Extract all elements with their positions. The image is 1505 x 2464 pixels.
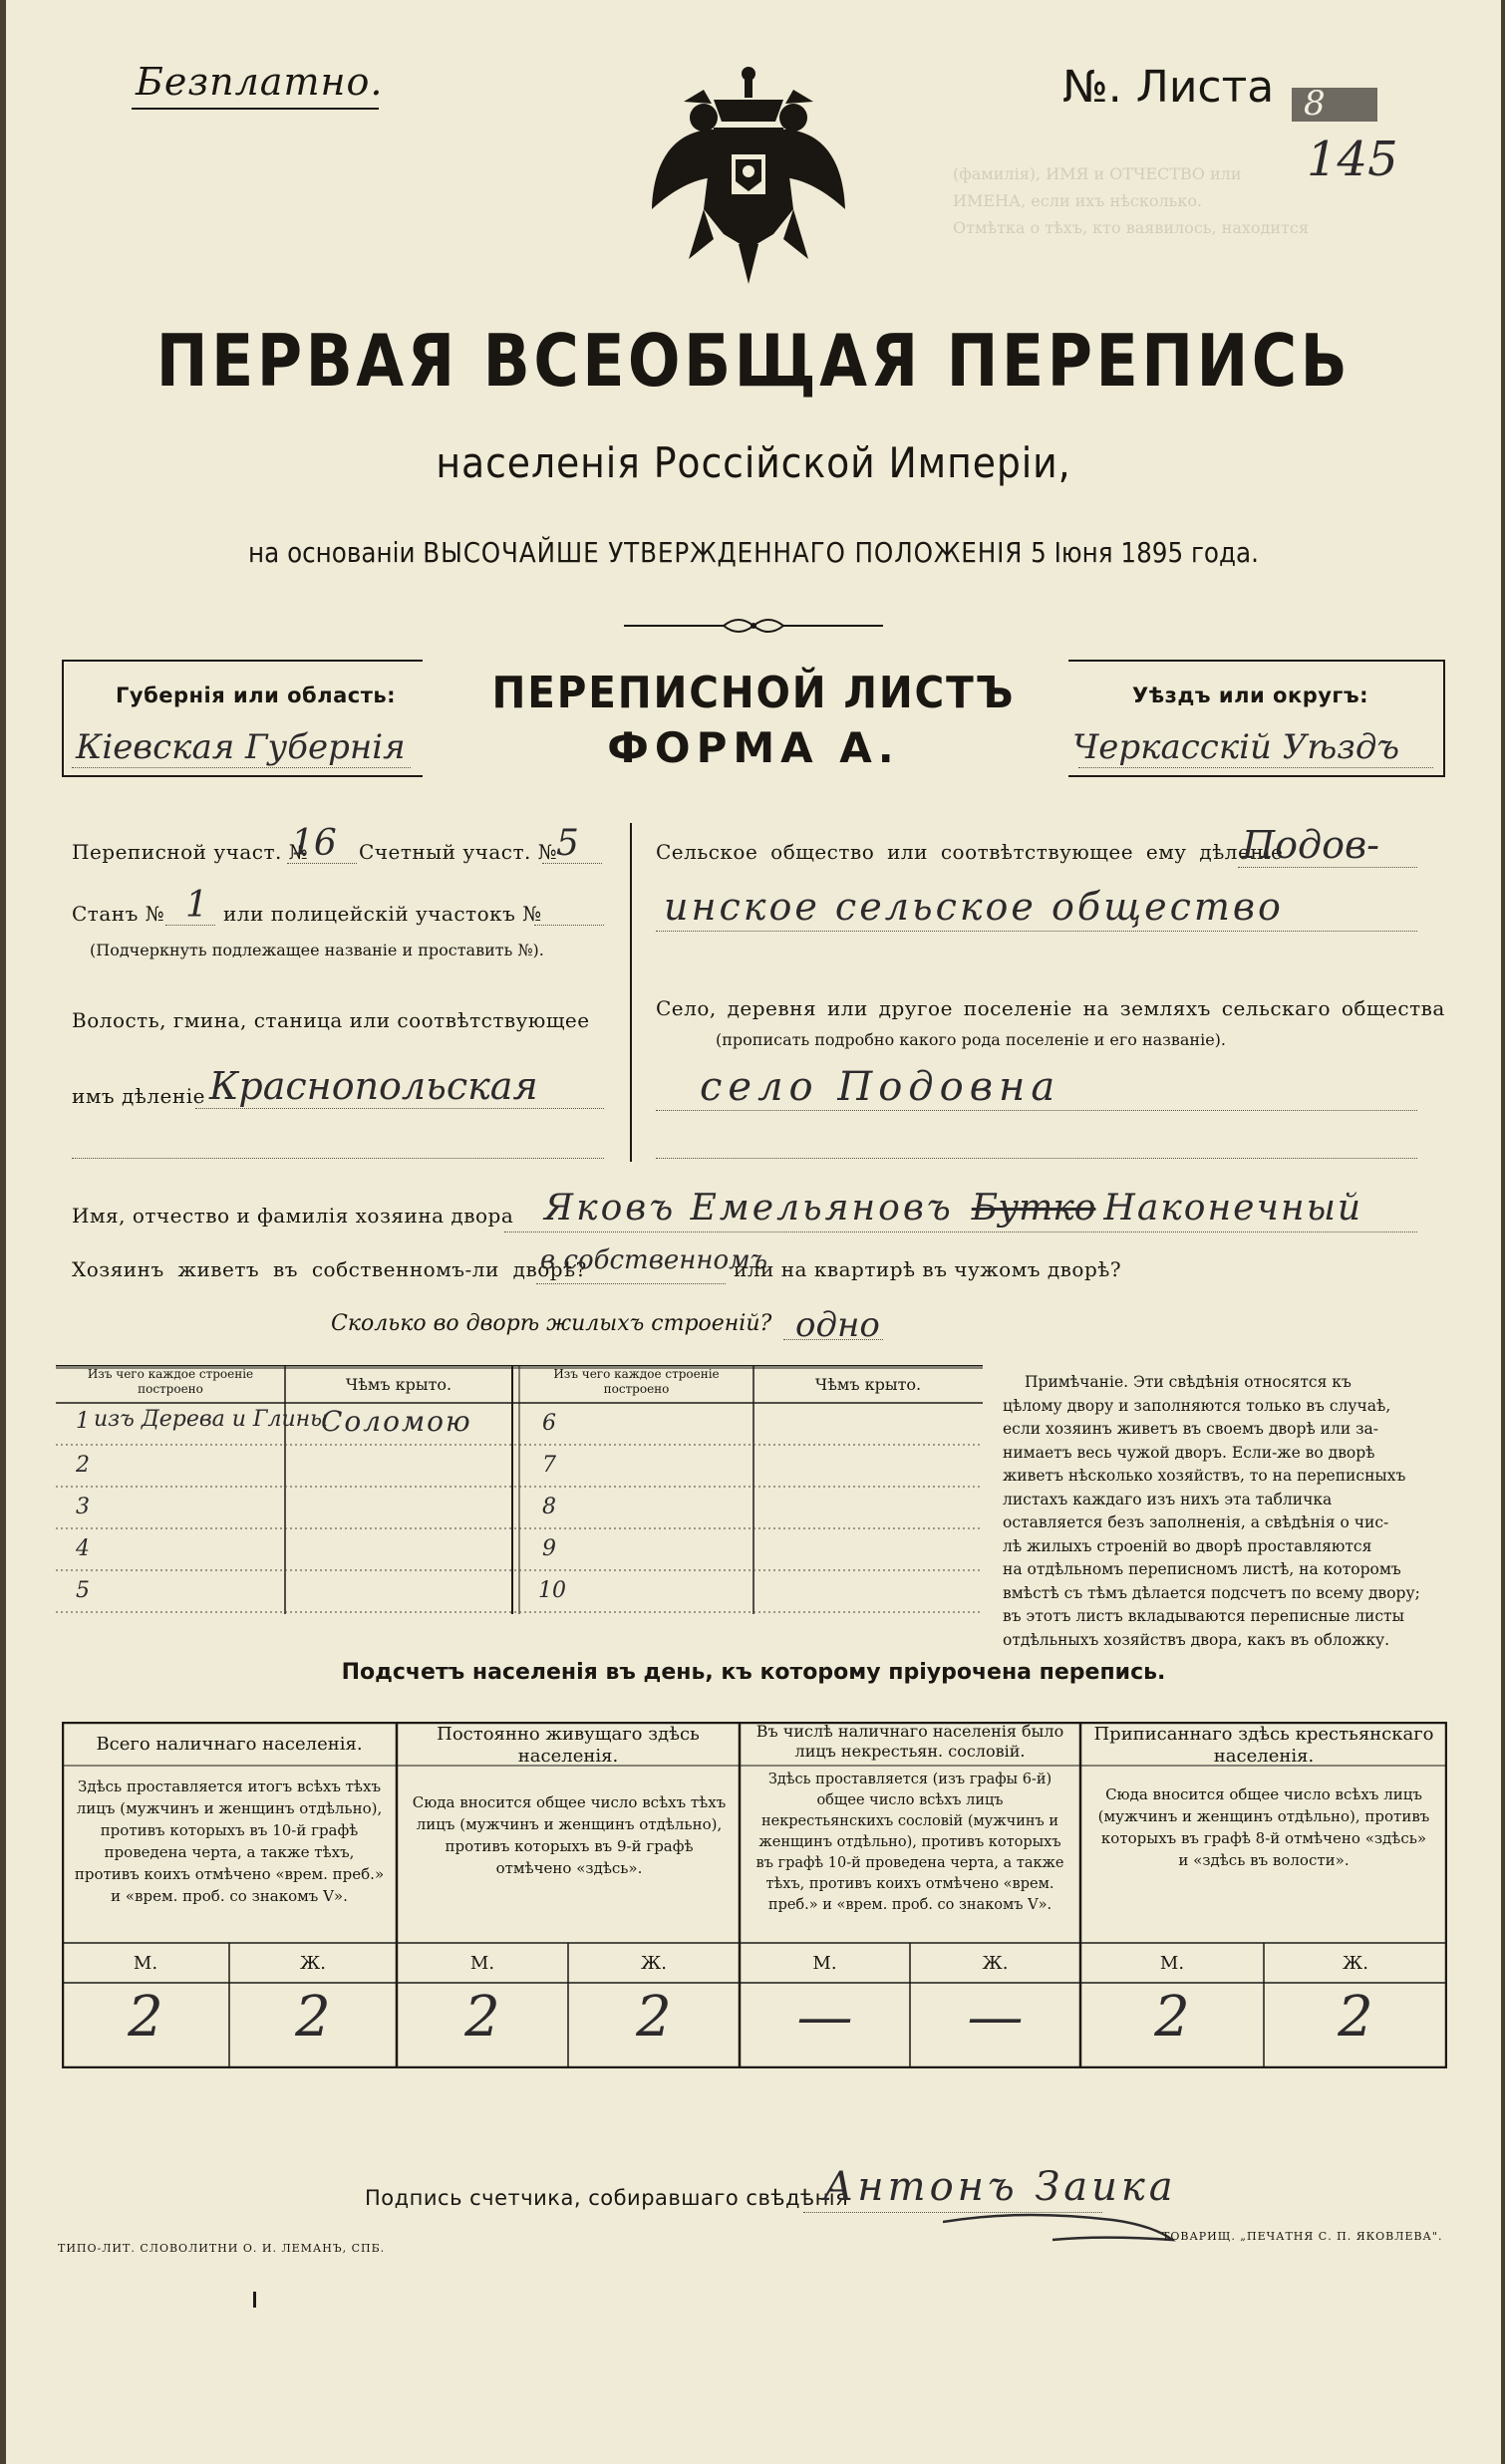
building-row-7-number: 7: [542, 1453, 556, 1478]
stan-value: 1: [185, 885, 208, 926]
pop-col-1-desc: Здѣсь проставляется итогъ всѣхъ тѣхъ лицъ (мужчинъ и женщинъ отдѣльно), противъ которыхъ въ 10-й графѣ проведена черта, а также тѣхъ, противъ коихъ отмѣчено «врем. преб.» и «врем. проб. со знакомъ V».: [74, 1778, 385, 1905]
census-title: ПЕРВАЯ ВСЕОБЩАЯ ПЕРЕПИСЬ: [155, 319, 1352, 403]
pop-col-3-desc: Здѣсь проставляется (изъ графы 6-й) общее число всѣхъ лицъ некрестьянскихъ сословій (мужчинъ и женщинъ отдѣльно), противъ которыхъ въ графѣ 10-й проведена черта, а также тѣхъ, противъ коихъ отмѣчено «врем. преб.» и «врем. проб. со знакомъ V».: [755, 1772, 1064, 1913]
col-material-right: Изъ чего каждое строеніе построено: [553, 1367, 720, 1396]
volost-line-1: [195, 1108, 604, 1109]
stan-note: (Подчеркнуть подлежащее названіе и проставить №).: [90, 941, 544, 959]
sheet-number-value: 8: [1304, 84, 1326, 124]
pop-col-4-head: Приписаннаго здѣсь крестьянскаго населенія.: [1093, 1724, 1434, 1767]
pop-col-1-f-value: 2: [295, 1985, 331, 2050]
building-row-1-material: изъ Дерева и Глины: [94, 1407, 329, 1432]
residence-alt: или на квартирѣ въ чужомъ дворѣ?: [734, 1257, 1122, 1281]
pop-col-3-m-value: —: [796, 1985, 853, 2050]
pop-col-1-m-value: 2: [128, 1985, 163, 2050]
police-label: или полицейскій участокъ №: [223, 902, 542, 926]
col-roof-right: Чѣмъ крыто.: [814, 1375, 922, 1394]
building-row-4-number: 4: [76, 1536, 90, 1561]
uezd-line: [1078, 767, 1433, 768]
pop-col-2-f-value: 2: [636, 1985, 672, 2050]
pop-col-3-head: Въ числѣ наличнаго населенія было лицъ некрестьян. сословій.: [755, 1722, 1064, 1761]
form-title-line2: ФОРМА А.: [607, 723, 900, 772]
gubernia-line: [72, 767, 411, 768]
building-row-5-number: 5: [76, 1578, 90, 1603]
free-label: Безплатно.: [136, 60, 384, 104]
free-label-underline: [132, 108, 379, 110]
census-subtitle: населенія Россійской Имперіи,: [436, 438, 1071, 487]
form-header-box-right-side: [1443, 660, 1445, 777]
signature-label: Подпись счетчика, собиравшаго свѣдѣнія: [365, 2186, 849, 2210]
building-row-3-number: 3: [76, 1495, 90, 1519]
note-line: оставляется безъ заполненія, а свѣдѣнія о чис-: [1003, 1513, 1389, 1531]
society-value-1: Подов-: [1242, 823, 1379, 867]
gubernia-label: Губернія или область:: [116, 684, 397, 707]
form-header-box-right-bottom: [1068, 775, 1445, 777]
pop-col-2-desc: Сюда вносится общее число всѣхъ тѣхъ лицъ (мужчинъ и женщинъ отдѣльно), противъ которыхъ въ 9-й графѣ отмѣчено «здѣсь».: [412, 1793, 727, 1877]
building-row-1-roof: Соломою: [321, 1405, 472, 1438]
pop-col-3-f-value: —: [967, 1985, 1024, 2050]
note-line: отдѣльныхъ хозяйствъ двора, какъ въ обложку.: [1003, 1630, 1390, 1649]
sheet-number-label: №. Листа: [1062, 62, 1275, 113]
pop-col-4-f-label: Ж.: [1343, 1953, 1368, 1974]
building-row-10-number: 10: [538, 1578, 566, 1603]
building-row-2-number: 2: [76, 1453, 90, 1478]
uezd-label: Уѣздъ или округъ:: [1132, 684, 1369, 707]
pop-col-4-desc: Сюда вносится общее число всѣхъ лицъ (мужчинъ и женщинъ отдѣльно), противъ которыхъ въ графѣ 8-й отмѣчено «здѣсь» и «здѣсь въ волости».: [1097, 1785, 1430, 1869]
count-precinct-line: [542, 863, 602, 864]
form-header-box-right-top: [1068, 660, 1445, 662]
census-basis: [96, 536, 1411, 569]
volost-label-2: имъ дѣленіе: [72, 1084, 205, 1108]
note-line: вмѣстѣ съ тѣмъ дѣлается подсчетъ по всему двору;: [1003, 1583, 1420, 1602]
form-header-box-left-bottom: [62, 775, 423, 777]
building-row-9-number: 9: [542, 1536, 556, 1561]
census-precinct-label: Переписной участ. №: [72, 840, 309, 864]
owner-name-label: Имя, отчество и фамилія хозяина двора: [72, 1204, 514, 1228]
ornament-divider: [624, 616, 883, 636]
printer-left: ТИПО-ЛИТ. СЛОВОЛИТНИ О. И. ЛЕМАНЪ, СПБ.: [58, 2242, 386, 2255]
pop-col-1-f-label: Ж.: [300, 1953, 326, 1974]
owner-name-value: [544, 1188, 1362, 1229]
pop-col-2-m-label: М.: [469, 1953, 495, 1974]
residence-value: в собственномъ: [540, 1245, 768, 1275]
stan-label: Станъ №: [72, 902, 165, 926]
village-note: (прописать подробно какого рода поселеніе и его названіе).: [716, 1030, 1226, 1049]
buildings-table: [56, 1365, 983, 1614]
basis-caps: ВЫСОЧАЙШЕ УТВЕРЖДЕННАГО ПОЛОЖЕНІЯ: [423, 536, 1024, 569]
village-value: село Подовна: [700, 1064, 1061, 1110]
archive-number: 145: [1307, 132, 1398, 187]
pop-col-4-m-value: 2: [1154, 1985, 1190, 2050]
village-label: Село, деревня или другое поселеніе на земляхъ сельскаго общества: [656, 996, 1445, 1020]
signature-flourish: [943, 2210, 1182, 2250]
buildings-value: одно: [795, 1305, 880, 1345]
note-line: въ этотъ листъ вкладываются переписные листы: [1003, 1607, 1404, 1625]
census-precinct-line: [287, 863, 357, 864]
society-label: Сельское общество или соотвѣтствующее ему дѣленіе: [656, 840, 1284, 864]
police-line: [534, 925, 604, 926]
stan-line: [165, 925, 215, 926]
census-precinct-value: 16: [291, 823, 337, 864]
population-table: [62, 1722, 1447, 2068]
building-row-6-number: 6: [542, 1411, 556, 1436]
col-material-left: Изъ чего каждое строеніе построено: [87, 1367, 254, 1396]
double-headed-eagle-icon: [644, 60, 853, 289]
society-line-1: [1238, 867, 1417, 868]
uezd-value: Черкасскій Уѣздъ: [1072, 727, 1400, 767]
pop-col-2-m-value: 2: [464, 1985, 500, 2050]
count-precinct-label: Счетный участ. №: [359, 840, 558, 864]
note-line: если хозяинъ живетъ въ своемъ дворѣ или за-: [1003, 1420, 1379, 1438]
pop-col-4-f-value: 2: [1338, 1985, 1373, 2050]
census-sheet: [6, 0, 1501, 2464]
building-row-1-number: 1: [76, 1409, 90, 1434]
note-line: живетъ нѣсколько хозяйствъ, то на переписныхъ: [1003, 1467, 1406, 1485]
residence-line: [536, 1283, 726, 1284]
population-heading: Подсчетъ населенія въ день, къ которому пріурочена перепись.: [341, 1660, 1166, 1685]
volost-line-2: [72, 1158, 604, 1159]
volost-label-1: Волость, гмина, станица или соотвѣтствующее: [72, 1008, 590, 1032]
society-line-2: [656, 931, 1417, 932]
pop-col-2-head: Постоянно живущаго здѣсь населенія.: [437, 1724, 700, 1767]
pop-col-3-f-label: Ж.: [982, 1953, 1009, 1974]
basis-pre: на основаніи: [248, 536, 424, 569]
count-precinct-value: 5: [556, 823, 579, 864]
signature-value: Антонъ Заика: [823, 2164, 1177, 2210]
buildings-line: [783, 1339, 883, 1340]
printer-right: ТОВАРИЩ. „ПЕЧАТНЯ С. П. ЯКОВЛЕВА".: [1162, 2230, 1443, 2243]
note-line: Примѣчаніе. Эти свѣдѣнія относятся къ: [1025, 1373, 1352, 1391]
note-line: лѣ жилыхъ строеній во дворѣ проставляются: [1003, 1536, 1372, 1555]
pop-col-3-m-label: М.: [812, 1953, 837, 1974]
note-line: нимаетъ весь чужой дворъ. Если-же во дворѣ: [1003, 1443, 1375, 1462]
note-block: [1003, 1371, 1421, 1652]
basis-post: 5 Іюня 1895 года.: [1023, 536, 1259, 569]
binding-tick: [253, 2292, 256, 2308]
pop-col-2-f-label: Ж.: [641, 1953, 667, 1974]
note-line: на отдѣльномъ переписномъ листѣ, на которомъ: [1003, 1560, 1401, 1578]
pop-col-1-head: Всего наличнаго населенія.: [96, 1734, 363, 1755]
owner-name-last: Наконечный: [1103, 1188, 1363, 1229]
fields-divider: [630, 823, 632, 1162]
form-header-box-left-top: [62, 660, 423, 662]
building-row-8-number: 8: [542, 1495, 556, 1519]
bleed-through: (фамилія), ИМЯ и ОТЧЕСТВО или ИМЕНА, если ихъ нѣсколько. Отмѣтка о тѣхъ, кто ваявилось, находится: [953, 164, 1309, 237]
note-line: цѣлому двору и заполняются только въ случаѣ,: [1003, 1396, 1391, 1415]
village-line-2: [656, 1158, 1417, 1159]
buildings-label: Сколько во дворѣ жилыхъ строеній?: [331, 1311, 772, 1336]
village-line-1: [656, 1110, 1417, 1111]
note-line: листахъ каждаго изъ нихъ эта табличка: [1003, 1490, 1333, 1508]
owner-name-first: Яковъ Емельяновъ: [544, 1188, 954, 1229]
pop-col-1-m-label: М.: [133, 1953, 158, 1974]
residence-label: Хозяинъ живетъ въ собственномъ-ли дворѣ?: [72, 1257, 587, 1281]
gubernia-value: Кіевская Губернія: [76, 727, 406, 767]
volost-value: Краснопольская: [209, 1064, 538, 1108]
form-title-line1: ПЕРЕПИСНОЙ ЛИСТЪ: [491, 668, 1016, 718]
col-roof-left: Чѣмъ крыто.: [345, 1375, 452, 1394]
owner-name-struck: Бутко: [971, 1188, 1096, 1229]
form-header-box-left-side: [62, 660, 64, 777]
pop-col-4-m-label: М.: [1159, 1953, 1185, 1974]
society-value-2: инское сельское общество: [664, 885, 1284, 929]
